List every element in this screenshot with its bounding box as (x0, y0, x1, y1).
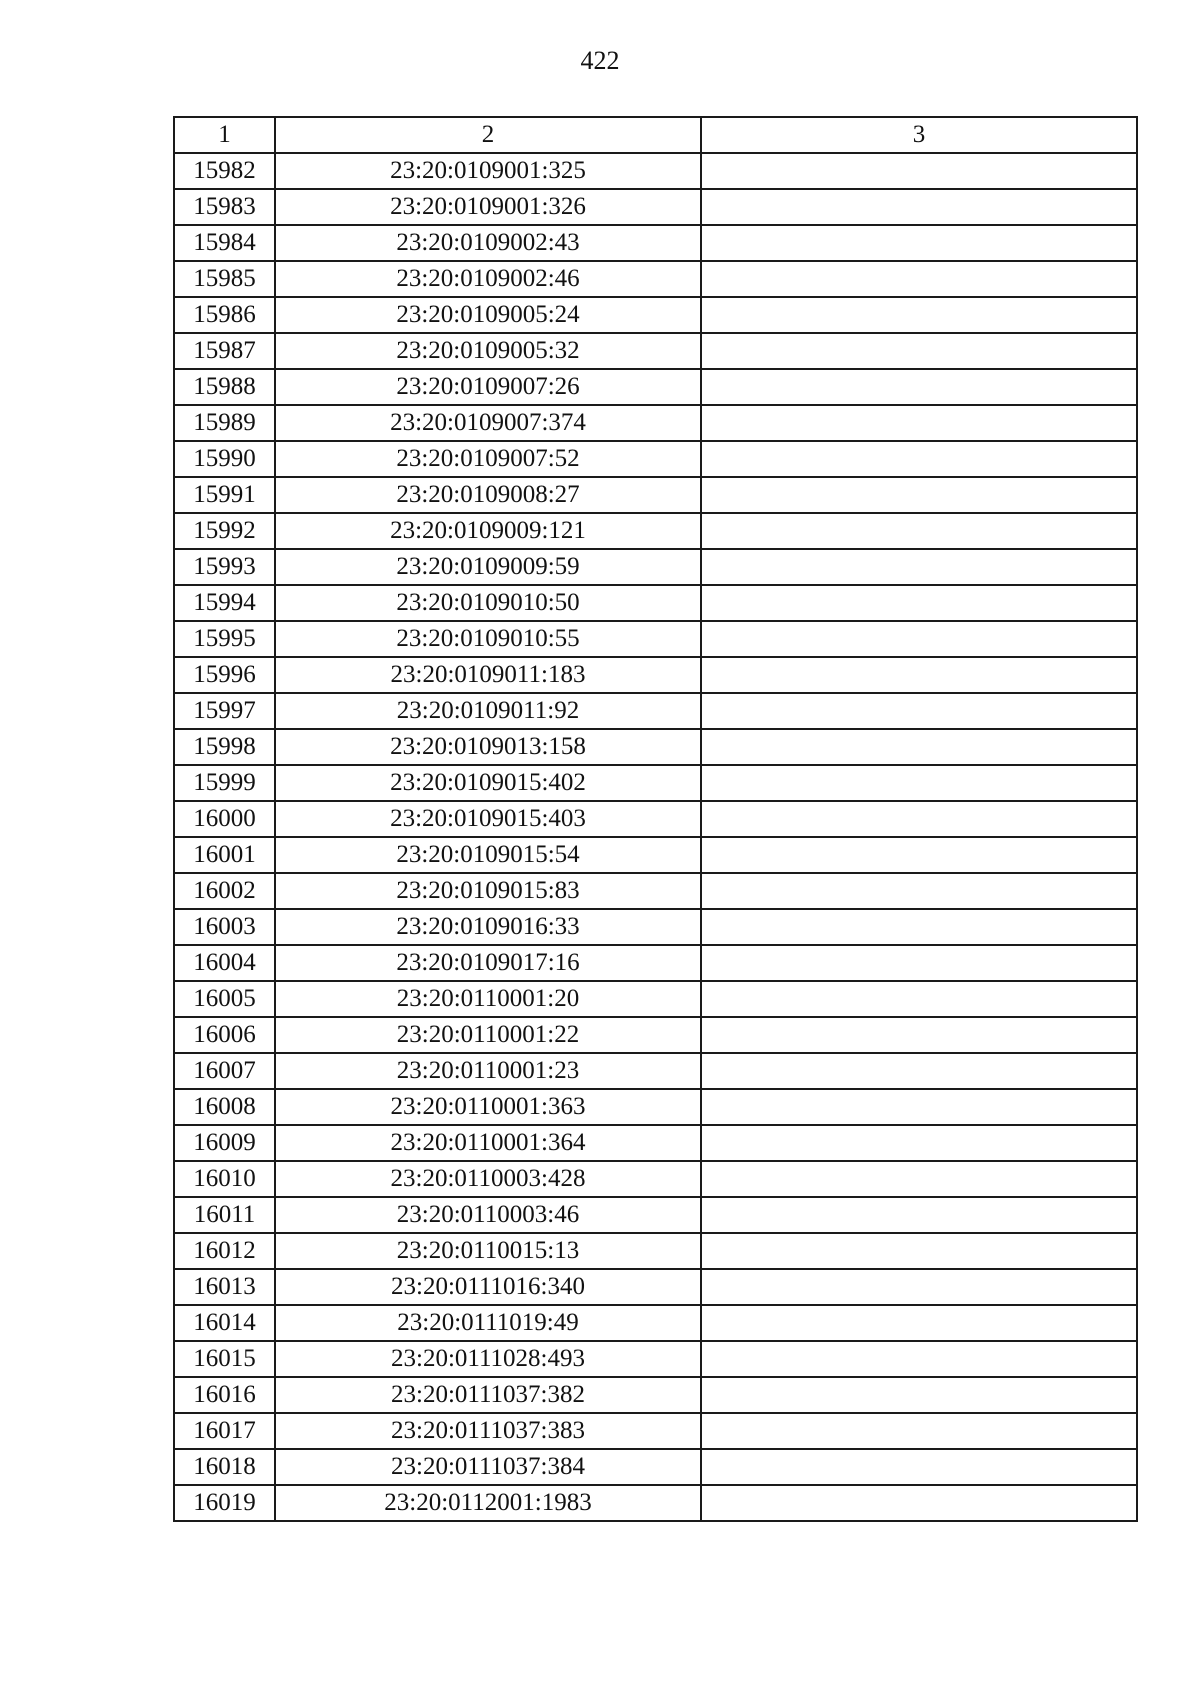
note-cell (701, 369, 1137, 405)
row-number-cell: 16003 (174, 909, 275, 945)
table-row (174, 729, 1137, 765)
note-cell (701, 1161, 1137, 1197)
note-cell (701, 153, 1137, 189)
note-cell (701, 1197, 1137, 1233)
cadastral-number-cell: 23:20:0109009:121 (275, 513, 701, 549)
row-number-cell: 16016 (174, 1377, 275, 1413)
note-cell (701, 909, 1137, 945)
cadastral-number-cell: 23:20:0109013:158 (275, 729, 701, 765)
note-cell (701, 297, 1137, 333)
note-cell (701, 729, 1137, 765)
cadastral-number-cell: 23:20:0111028:493 (275, 1341, 701, 1377)
table-row (174, 1413, 1137, 1449)
note-cell (701, 513, 1137, 549)
table-row (174, 1089, 1137, 1125)
table-row (174, 585, 1137, 621)
row-number-cell: 16007 (174, 1053, 275, 1089)
note-cell (701, 657, 1137, 693)
row-number-cell: 15983 (174, 189, 275, 225)
table-row (174, 1269, 1137, 1305)
note-cell (701, 405, 1137, 441)
table-row (174, 369, 1137, 405)
note-cell (701, 1377, 1137, 1413)
cadastral-number-cell: 23:20:0109005:24 (275, 297, 701, 333)
row-number-cell: 16014 (174, 1305, 275, 1341)
cadastral-number-cell: 23:20:0109010:50 (275, 585, 701, 621)
table-row (174, 693, 1137, 729)
cadastral-number-cell: 23:20:0109011:183 (275, 657, 701, 693)
cadastral-number-cell: 23:20:0109008:27 (275, 477, 701, 513)
cadastral-number-cell: 23:20:0109015:83 (275, 873, 701, 909)
note-cell (701, 585, 1137, 621)
table-row (174, 1161, 1137, 1197)
cadastral-number-cell: 23:20:0109015:54 (275, 837, 701, 873)
cadastral-number-cell: 23:20:0109005:32 (275, 333, 701, 369)
note-cell (701, 1485, 1137, 1521)
row-number-cell: 16010 (174, 1161, 275, 1197)
table-row (174, 1449, 1137, 1485)
cadastral-number-cell: 23:20:0111019:49 (275, 1305, 701, 1341)
note-cell (701, 765, 1137, 801)
table-row (174, 1233, 1137, 1269)
table-row (174, 657, 1137, 693)
table-row (174, 333, 1137, 369)
table-row (174, 405, 1137, 441)
cadastral-number-cell: 23:20:0110001:20 (275, 981, 701, 1017)
table-row (174, 189, 1137, 225)
row-number-cell: 16019 (174, 1485, 275, 1521)
table-row (174, 945, 1137, 981)
header-cell-3: 3 (701, 117, 1137, 153)
row-number-cell: 15993 (174, 549, 275, 585)
note-cell (701, 1413, 1137, 1449)
row-number-cell: 15996 (174, 657, 275, 693)
table-header-row (174, 117, 1137, 153)
table-body (174, 117, 1137, 1521)
row-number-cell: 16018 (174, 1449, 275, 1485)
note-cell (701, 1341, 1137, 1377)
table-row (174, 909, 1137, 945)
row-number-cell: 15997 (174, 693, 275, 729)
cadastral-number-cell: 23:20:0109016:33 (275, 909, 701, 945)
note-cell (701, 1269, 1137, 1305)
cadastral-number-cell: 23:20:0111016:340 (275, 1269, 701, 1305)
note-cell (701, 837, 1137, 873)
table-row (174, 441, 1137, 477)
table-row (174, 261, 1137, 297)
note-cell (701, 621, 1137, 657)
row-number-cell: 15992 (174, 513, 275, 549)
registry-table (173, 116, 1138, 1522)
table-row (174, 1053, 1137, 1089)
row-number-cell: 16009 (174, 1125, 275, 1161)
note-cell (701, 801, 1137, 837)
cadastral-number-cell: 23:20:0109002:46 (275, 261, 701, 297)
cadastral-number-cell: 23:20:0110001:363 (275, 1089, 701, 1125)
table-row (174, 513, 1137, 549)
table-row (174, 621, 1137, 657)
note-cell (701, 945, 1137, 981)
row-number-cell: 15999 (174, 765, 275, 801)
table-row (174, 765, 1137, 801)
row-number-cell: 15986 (174, 297, 275, 333)
table-row (174, 981, 1137, 1017)
table-row (174, 837, 1137, 873)
cadastral-number-cell: 23:20:0111037:384 (275, 1449, 701, 1485)
row-number-cell: 16015 (174, 1341, 275, 1377)
row-number-cell: 16013 (174, 1269, 275, 1305)
row-number-cell: 15994 (174, 585, 275, 621)
row-number-cell: 16000 (174, 801, 275, 837)
cadastral-number-cell: 23:20:0109002:43 (275, 225, 701, 261)
row-number-cell: 15984 (174, 225, 275, 261)
row-number-cell: 16008 (174, 1089, 275, 1125)
note-cell (701, 189, 1137, 225)
note-cell (701, 693, 1137, 729)
note-cell (701, 1233, 1137, 1269)
note-cell (701, 1017, 1137, 1053)
cadastral-number-cell: 23:20:0110001:22 (275, 1017, 701, 1053)
table-row (174, 1017, 1137, 1053)
row-number-cell: 16002 (174, 873, 275, 909)
note-cell (701, 1053, 1137, 1089)
header-cell-1: 1 (174, 117, 275, 153)
cadastral-number-cell: 23:20:0109015:402 (275, 765, 701, 801)
table-row (174, 477, 1137, 513)
table-row (174, 549, 1137, 585)
table-row (174, 1341, 1137, 1377)
table-row (174, 801, 1137, 837)
table-row (174, 153, 1137, 189)
note-cell (701, 441, 1137, 477)
table-row (174, 1305, 1137, 1341)
cadastral-number-cell: 23:20:0112001:1983 (275, 1485, 701, 1521)
note-cell (701, 1089, 1137, 1125)
row-number-cell: 16006 (174, 1017, 275, 1053)
cadastral-number-cell: 23:20:0109001:325 (275, 153, 701, 189)
row-number-cell: 15995 (174, 621, 275, 657)
table-row (174, 1197, 1137, 1233)
row-number-cell: 15988 (174, 369, 275, 405)
table-row (174, 1125, 1137, 1161)
table-row (174, 225, 1137, 261)
cadastral-number-cell: 23:20:0109017:16 (275, 945, 701, 981)
row-number-cell: 15998 (174, 729, 275, 765)
row-number-cell: 15991 (174, 477, 275, 513)
cadastral-number-cell: 23:20:0111037:382 (275, 1377, 701, 1413)
note-cell (701, 549, 1137, 585)
cadastral-number-cell: 23:20:0110003:428 (275, 1161, 701, 1197)
cadastral-number-cell: 23:20:0110001:23 (275, 1053, 701, 1089)
cadastral-number-cell: 23:20:0109007:26 (275, 369, 701, 405)
row-number-cell: 16005 (174, 981, 275, 1017)
cadastral-number-cell: 23:20:0109010:55 (275, 621, 701, 657)
header-cell-2: 2 (275, 117, 701, 153)
cadastral-number-cell: 23:20:0111037:383 (275, 1413, 701, 1449)
row-number-cell: 15990 (174, 441, 275, 477)
note-cell (701, 1449, 1137, 1485)
note-cell (701, 1305, 1137, 1341)
table-row (174, 873, 1137, 909)
note-cell (701, 477, 1137, 513)
cadastral-number-cell: 23:20:0109007:374 (275, 405, 701, 441)
note-cell (701, 1125, 1137, 1161)
row-number-cell: 16017 (174, 1413, 275, 1449)
table-row (174, 297, 1137, 333)
cadastral-number-cell: 23:20:0109009:59 (275, 549, 701, 585)
note-cell (701, 261, 1137, 297)
cadastral-number-cell: 23:20:0110015:13 (275, 1233, 701, 1269)
row-number-cell: 16004 (174, 945, 275, 981)
cadastral-number-cell: 23:20:0110003:46 (275, 1197, 701, 1233)
row-number-cell: 15987 (174, 333, 275, 369)
note-cell (701, 873, 1137, 909)
row-number-cell: 15985 (174, 261, 275, 297)
row-number-cell: 16011 (174, 1197, 275, 1233)
cadastral-number-cell: 23:20:0109007:52 (275, 441, 701, 477)
cadastral-number-cell: 23:20:0109001:326 (275, 189, 701, 225)
note-cell (701, 333, 1137, 369)
row-number-cell: 15989 (174, 405, 275, 441)
note-cell (701, 225, 1137, 261)
table-row (174, 1485, 1137, 1521)
table-row (174, 1377, 1137, 1413)
row-number-cell: 15982 (174, 153, 275, 189)
row-number-cell: 16012 (174, 1233, 275, 1269)
cadastral-number-cell: 23:20:0109011:92 (275, 693, 701, 729)
cadastral-number-cell: 23:20:0109015:403 (275, 801, 701, 837)
page-number: 422 (580, 46, 620, 75)
note-cell (701, 981, 1137, 1017)
cadastral-number-cell: 23:20:0110001:364 (275, 1125, 701, 1161)
row-number-cell: 16001 (174, 837, 275, 873)
